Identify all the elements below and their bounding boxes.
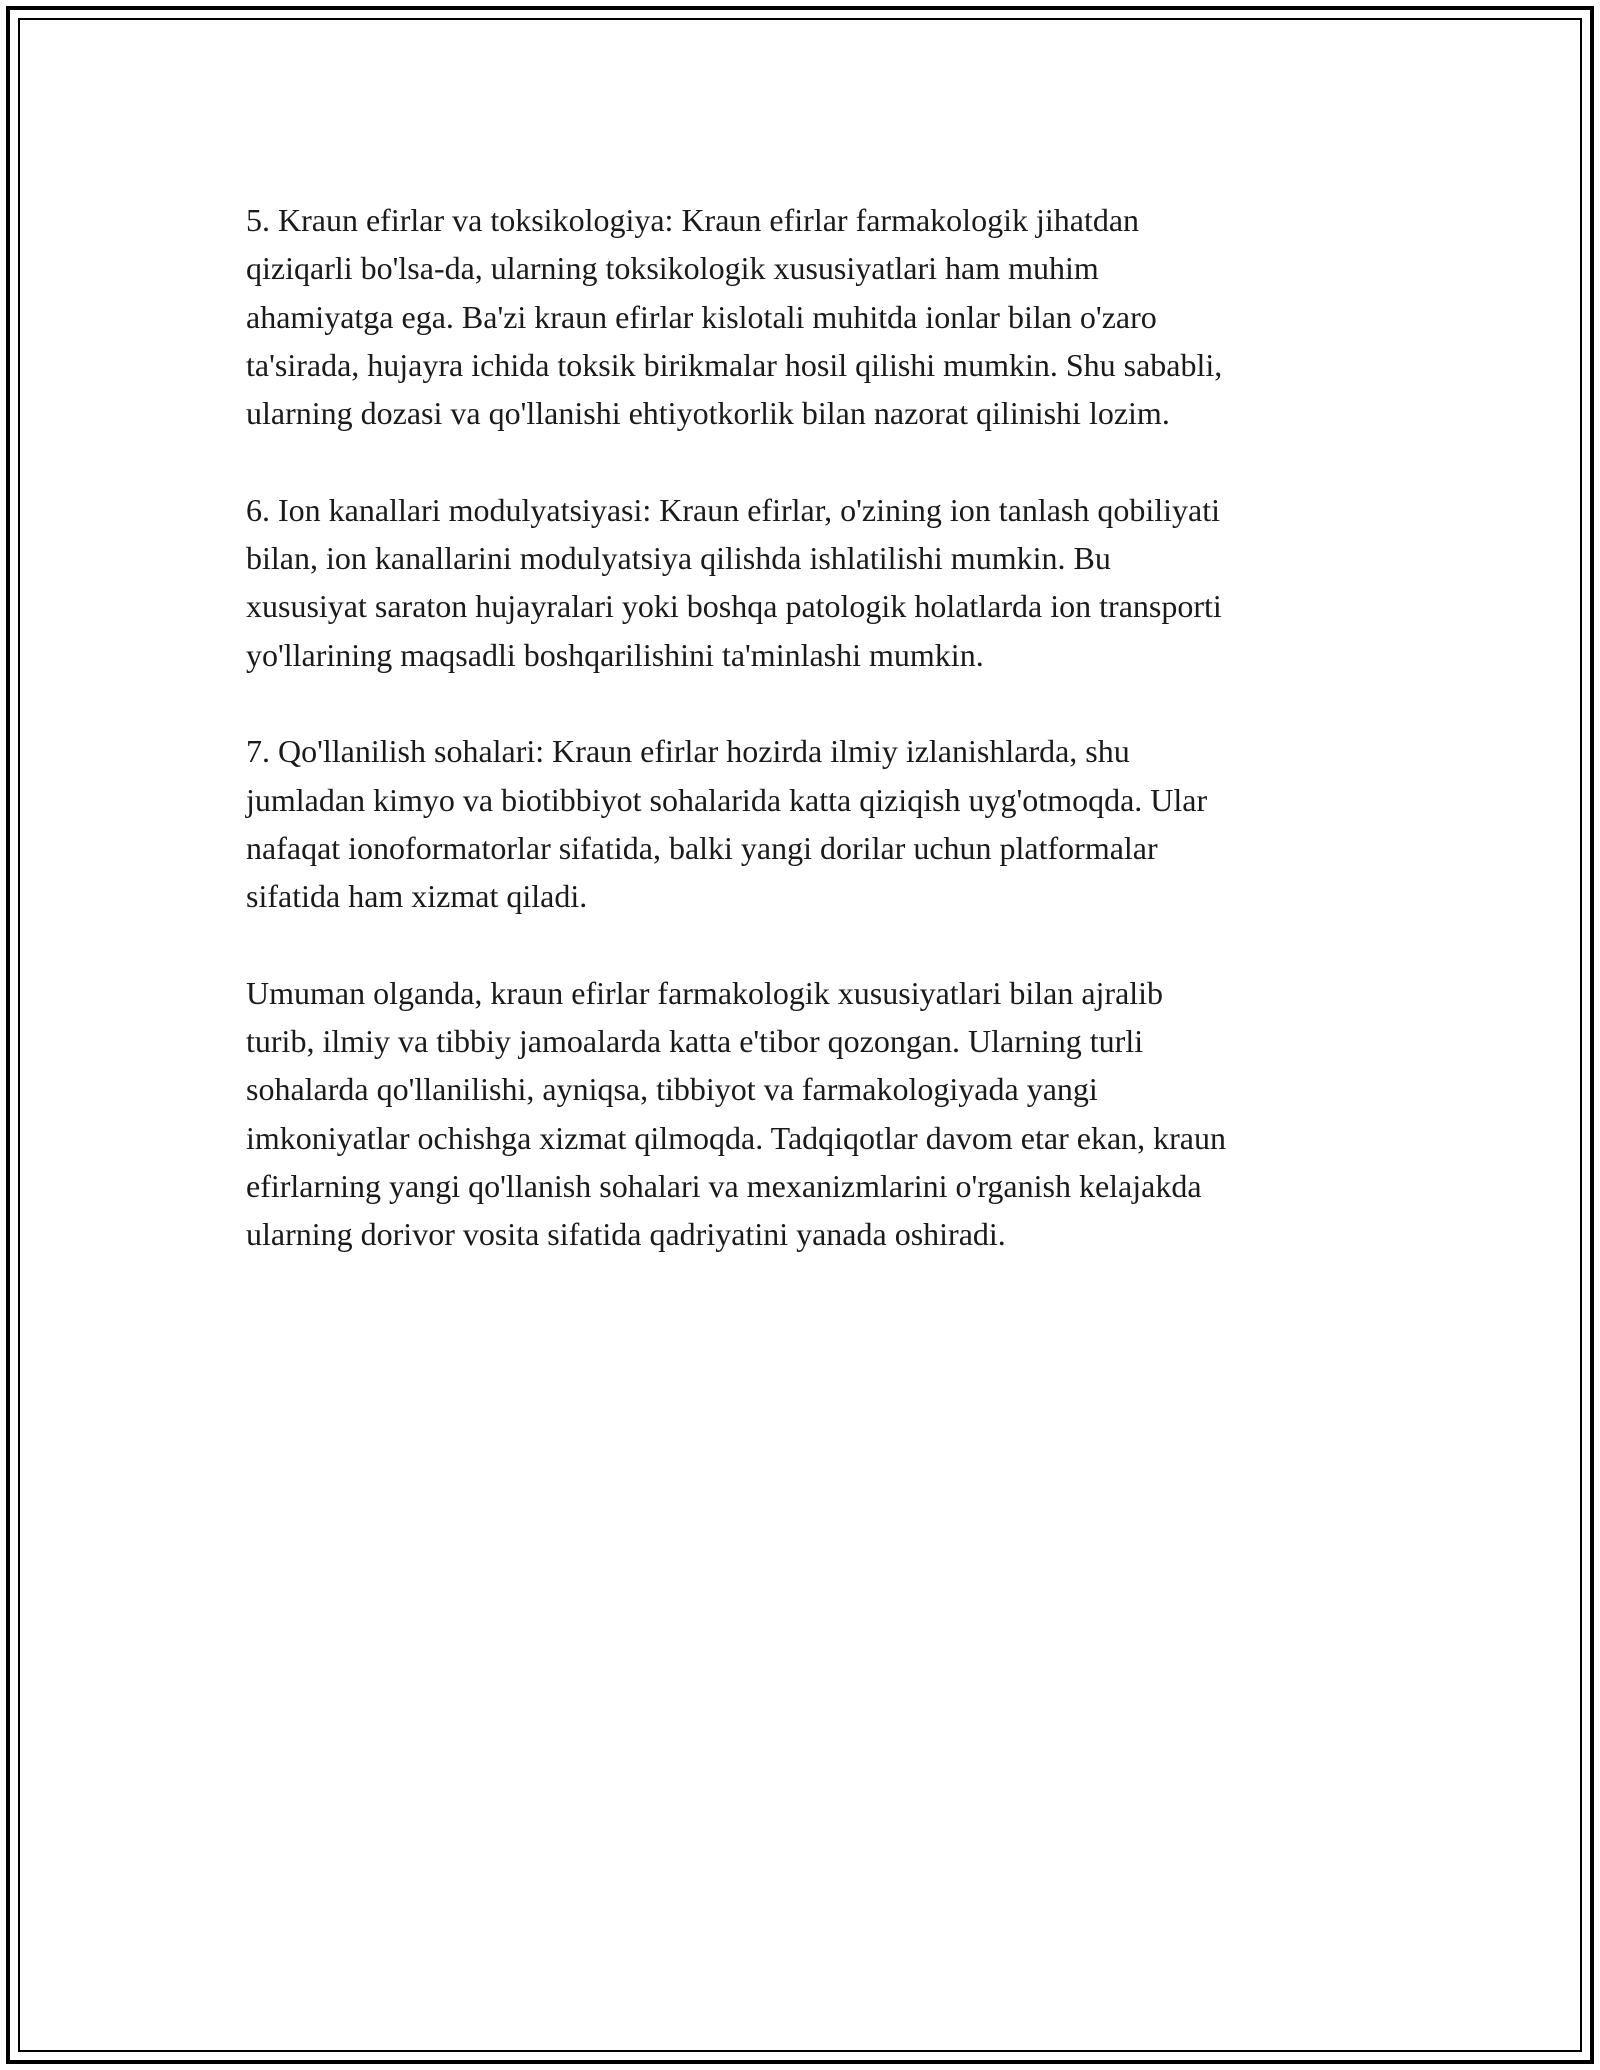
text-line: sifatida ham xizmat qiladi.	[246, 878, 588, 915]
text-line: 6. Ion kanallari modulyatsiyasi: Kraun efirlar, o'zining ion tanlash qobiliyati	[246, 491, 1221, 528]
paragraph-toxicology	[246, 196, 1386, 437]
paragraph-conclusion	[246, 969, 1386, 1259]
page-border	[6, 6, 1594, 2064]
text-line: qiziqarli bo'lsa-da, ularning toksikologik xususiyatlari ham muhim	[246, 250, 1099, 287]
text-line: ahamiyatga ega. Ba'zi kraun efirlar kislotali muhitda ionlar bilan o'zaro	[246, 298, 1157, 335]
text-line: ularning dozasi va qo'llanishi ehtiyotkorlik bilan nazorat qilinishi lozim.	[246, 395, 1170, 432]
text-line: ularning dorivor vosita sifatida qadriyatini yanada oshiradi.	[246, 1216, 1006, 1253]
text-line: bilan, ion kanallarini modulyatsiya qilishda ishlatilishi mumkin. Bu	[246, 540, 1111, 577]
text-line: xususiyat saraton hujayralari yoki boshqa patologik holatlarda ion transporti	[246, 588, 1222, 625]
document-body	[246, 196, 1386, 1259]
text-line: imkoniyatlar ochishga xizmat qilmoqda. Tadqiqotlar davom etar ekan, kraun	[246, 1119, 1226, 1156]
text-line: ta'sirada, hujayra ichida toksik birikmalar hosil qilishi mumkin. Shu sababli,	[246, 346, 1223, 383]
text-line: jumladan kimyo va biotibbiyot sohalarida katta qiziqish uyg'otmoqda. Ular	[246, 781, 1208, 818]
paragraph-ion-channels	[246, 486, 1386, 679]
text-line: nafaqat ionoformatorlar sifatida, balki yangi dorilar uchun platformalar	[246, 829, 1158, 866]
text-line: sohalarda qo'llanilishi, ayniqsa, tibbiyot va farmakologiyada yangi	[246, 1071, 1098, 1108]
text-line: 5. Kraun efirlar va toksikologiya: Kraun efirlar farmakologik jihatdan	[246, 202, 1140, 238]
text-line: turib, ilmiy va tibbiy jamoalarda katta e'tibor qozongan. Ularning turli	[246, 1023, 1144, 1060]
text-line: efirlarning yangi qo'llanish sohalari va mexanizmlarini o'rganish kelajakda	[246, 1167, 1202, 1204]
text-line: Umuman olganda, kraun efirlar farmakologik xususiyatlari bilan ajralib	[246, 974, 1164, 1011]
paragraph-applications	[246, 727, 1386, 920]
text-line: 7. Qo'llanilish sohalari: Kraun efirlar hozirda ilmiy izlanishlarda, shu	[246, 733, 1130, 770]
text-line: yo'llarining maqsadli boshqarilishini ta'minlashi mumkin.	[246, 636, 984, 673]
